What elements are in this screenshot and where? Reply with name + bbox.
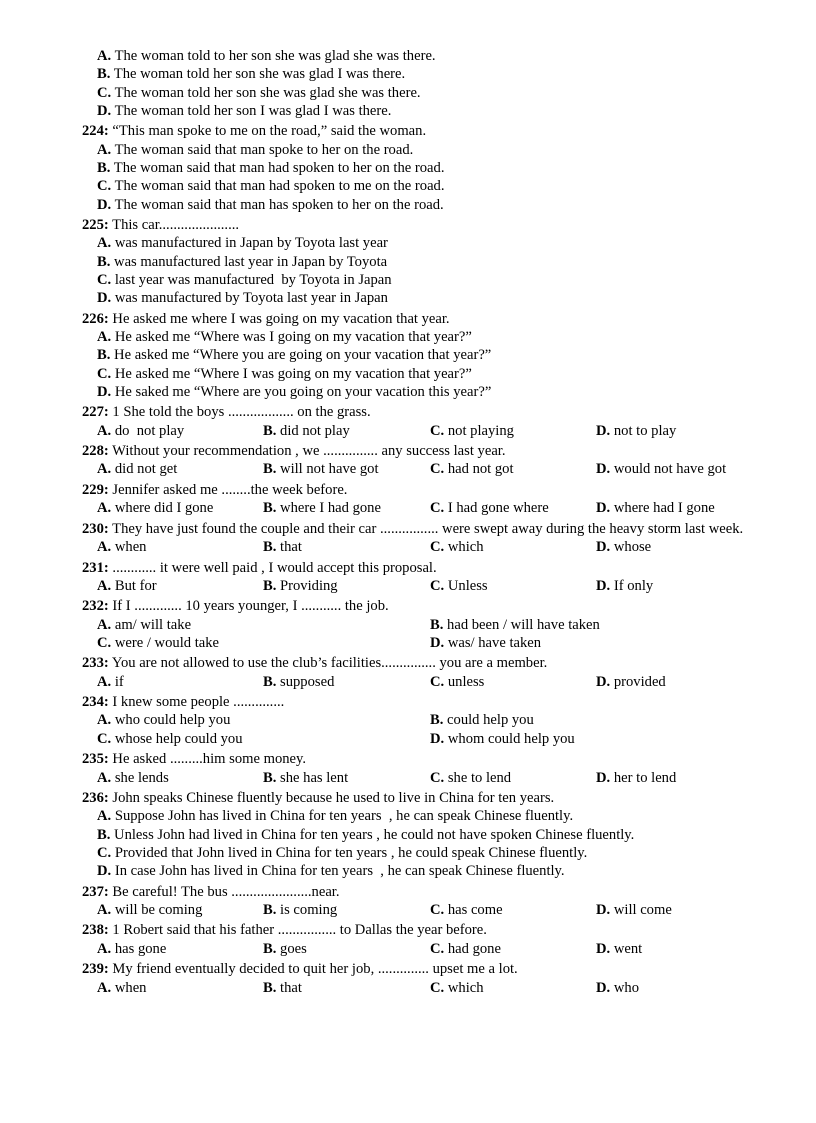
option-c: C. unless [430, 673, 485, 690]
option-c: C. she to lend [430, 769, 512, 786]
question-stem: 226: He asked me where I was going on my vacation that year. [82, 310, 450, 327]
options-row [0, 673, 816, 691]
option-b: B. had been / will have taken [430, 616, 600, 633]
question-stem: 227: 1 She told the boys .................. on the grass. [82, 404, 371, 421]
option-a: A. when [97, 539, 147, 556]
option-b: B. is coming [263, 901, 338, 918]
question-226 [0, 310, 816, 401]
option-d: D. her to lend [596, 769, 677, 786]
option-c: C. I had gone where [430, 500, 549, 517]
question-stem: 233: You are not allowed to use the club’s facilities............... you are a member. [82, 655, 548, 672]
question-stem: 228: Without your recommendation , we ............... any success last year. [82, 443, 506, 460]
question-237 [0, 883, 816, 920]
option-d: D. provided [596, 673, 666, 690]
options-row [0, 901, 816, 919]
option-a: A. has gone [97, 940, 167, 957]
option-d: D. In case John has lived in China for ten years , he can speak Chinese fluently. [97, 863, 565, 880]
option-d: D. The woman told her son I was glad I was there. [97, 102, 392, 119]
question-224 [0, 122, 816, 213]
option-c: C. He asked me “Where I was going on my vacation that year?” [97, 365, 472, 382]
option-c: C. Provided that John lived in China for ten years , he could speak Chinese fluently. [97, 844, 588, 861]
options-row [0, 499, 816, 517]
option-d: D. who [596, 979, 639, 996]
option-b: B. did not play [263, 422, 350, 439]
option-a: A. where did I gone [97, 500, 214, 517]
question-238 [0, 921, 816, 958]
options-row [0, 979, 816, 997]
option-b: B. that [263, 979, 302, 996]
option-a: A. will be coming [97, 901, 203, 918]
option-a: A. But for [97, 577, 157, 594]
option-b: B. The woman said that man had spoken to her on the road. [97, 159, 445, 176]
option-c: C. which [430, 979, 484, 996]
option-b: B. that [263, 539, 302, 556]
option-c: C. last year was manufactured by Toyota in Japan [97, 271, 392, 288]
options-row [0, 634, 816, 652]
option-b: B. Unless John had lived in China for ten years , he could not have spoken Chinese fluently. [97, 826, 635, 843]
option-c: C. whose help could you [97, 730, 243, 747]
option-d: D. will come [596, 901, 672, 918]
options-row [0, 577, 816, 595]
option-c: C. Unless [430, 577, 488, 594]
question-229 [0, 481, 816, 518]
question-stem: 229: Jennifer asked me ........the week before. [82, 481, 348, 498]
option-d: D. whom could help you [430, 730, 575, 747]
option-c: C. has come [430, 901, 503, 918]
option-b: B. was manufactured last year in Japan by Toyota [97, 253, 388, 270]
option-b: B. she has lent [263, 769, 349, 786]
option-a: A. He asked me “Where was I going on my vacation that year?” [97, 329, 472, 346]
option-a: A. who could help you [97, 712, 231, 729]
option-a: A. am/ will take [97, 616, 192, 633]
question-239 [0, 960, 816, 997]
option-d: D. The woman said that man has spoken to her on the road. [97, 196, 444, 213]
option-b: B. The woman told her son she was glad I was there. [97, 66, 406, 83]
option-d: D. would not have got [596, 461, 727, 478]
question-230 [0, 520, 816, 557]
option-d: D. was/ have taken [430, 634, 542, 651]
option-a: A. do not play [97, 422, 185, 439]
option-d: D. went [596, 940, 643, 957]
options-row [0, 616, 816, 634]
option-a: A. The woman said that man spoke to her on the road. [97, 141, 414, 158]
question-225 [0, 216, 816, 307]
question-stem: 230: They have just found the couple and their car ................ were swept away during the heavy storm last week. [82, 520, 744, 537]
option-b: B. will not have got [263, 461, 379, 478]
option-d: D. whose [596, 539, 652, 556]
question-stem: 231: ............ it were well paid , I would accept this proposal. [82, 559, 437, 576]
option-c: C. The woman said that man had spoken to me on the road. [97, 178, 445, 195]
question-stem: 232: If I ............. 10 years younger, I ........... the job. [82, 598, 389, 615]
option-a: A. was manufactured in Japan by Toyota last year [97, 235, 388, 252]
question-stem: 234: I knew some people .............. [82, 694, 285, 711]
question-223-carryover [0, 47, 816, 120]
options-row [0, 730, 816, 748]
option-a: A. did not get [97, 461, 178, 478]
option-a: A. when [97, 979, 147, 996]
question-231 [0, 559, 816, 596]
question-234 [0, 693, 816, 748]
question-227 [0, 403, 816, 440]
options-row [0, 460, 816, 478]
option-a: A. Suppose John has lived in China for ten years , he can speak Chinese fluently. [97, 808, 574, 825]
question-stem: 239: My friend eventually decided to quit her job, .............. upset me a lot. [82, 961, 518, 978]
question-233 [0, 654, 816, 691]
option-b: B. supposed [263, 673, 335, 690]
option-c: C. were / would take [97, 634, 219, 651]
option-d: D. He saked me “Where are you going on your vacation this year?” [97, 383, 492, 400]
question-236 [0, 789, 816, 880]
option-a: A. if [97, 673, 124, 690]
option-b: B. where I had gone [263, 500, 381, 517]
option-b: B. He asked me “Where you are going on your vacation that year?” [97, 347, 492, 364]
option-d: D. was manufactured by Toyota last year in Japan [97, 290, 388, 307]
document-page [0, 47, 816, 997]
option-c: C. The woman told her son she was glad she was there. [97, 84, 421, 101]
option-a: A. The woman told to her son she was glad she was there. [97, 48, 436, 64]
question-235 [0, 750, 816, 787]
question-232 [0, 597, 816, 652]
question-stem: 224: “This man spoke to me on the road,” said the woman. [82, 123, 427, 140]
question-stem: 237: Be careful! The bus ......................near. [82, 883, 340, 900]
options-row [0, 769, 816, 787]
question-stem: 236: John speaks Chinese fluently because he used to live in China for ten years. [82, 790, 555, 807]
option-c: C. had gone [430, 940, 501, 957]
options-row [0, 711, 816, 729]
option-a: A. she lends [97, 769, 169, 786]
option-d: D. where had I gone [596, 500, 715, 517]
option-c: C. which [430, 539, 484, 556]
question-stem: 225: This car...................... [82, 217, 240, 234]
option-d: D. If only [596, 577, 654, 594]
option-b: B. could help you [430, 712, 534, 729]
question-228 [0, 442, 816, 479]
option-c: C. had not got [430, 461, 514, 478]
option-b: B. goes [263, 940, 307, 957]
option-b: B. Providing [263, 577, 338, 594]
option-d: D. not to play [596, 422, 677, 439]
options-row [0, 940, 816, 958]
options-row [0, 422, 816, 440]
options-row [0, 538, 816, 556]
question-stem: 238: 1 Robert said that his father ................ to Dallas the year before. [82, 922, 487, 939]
option-c: C. not playing [430, 422, 514, 439]
question-stem: 235: He asked .........him some money. [82, 751, 307, 768]
